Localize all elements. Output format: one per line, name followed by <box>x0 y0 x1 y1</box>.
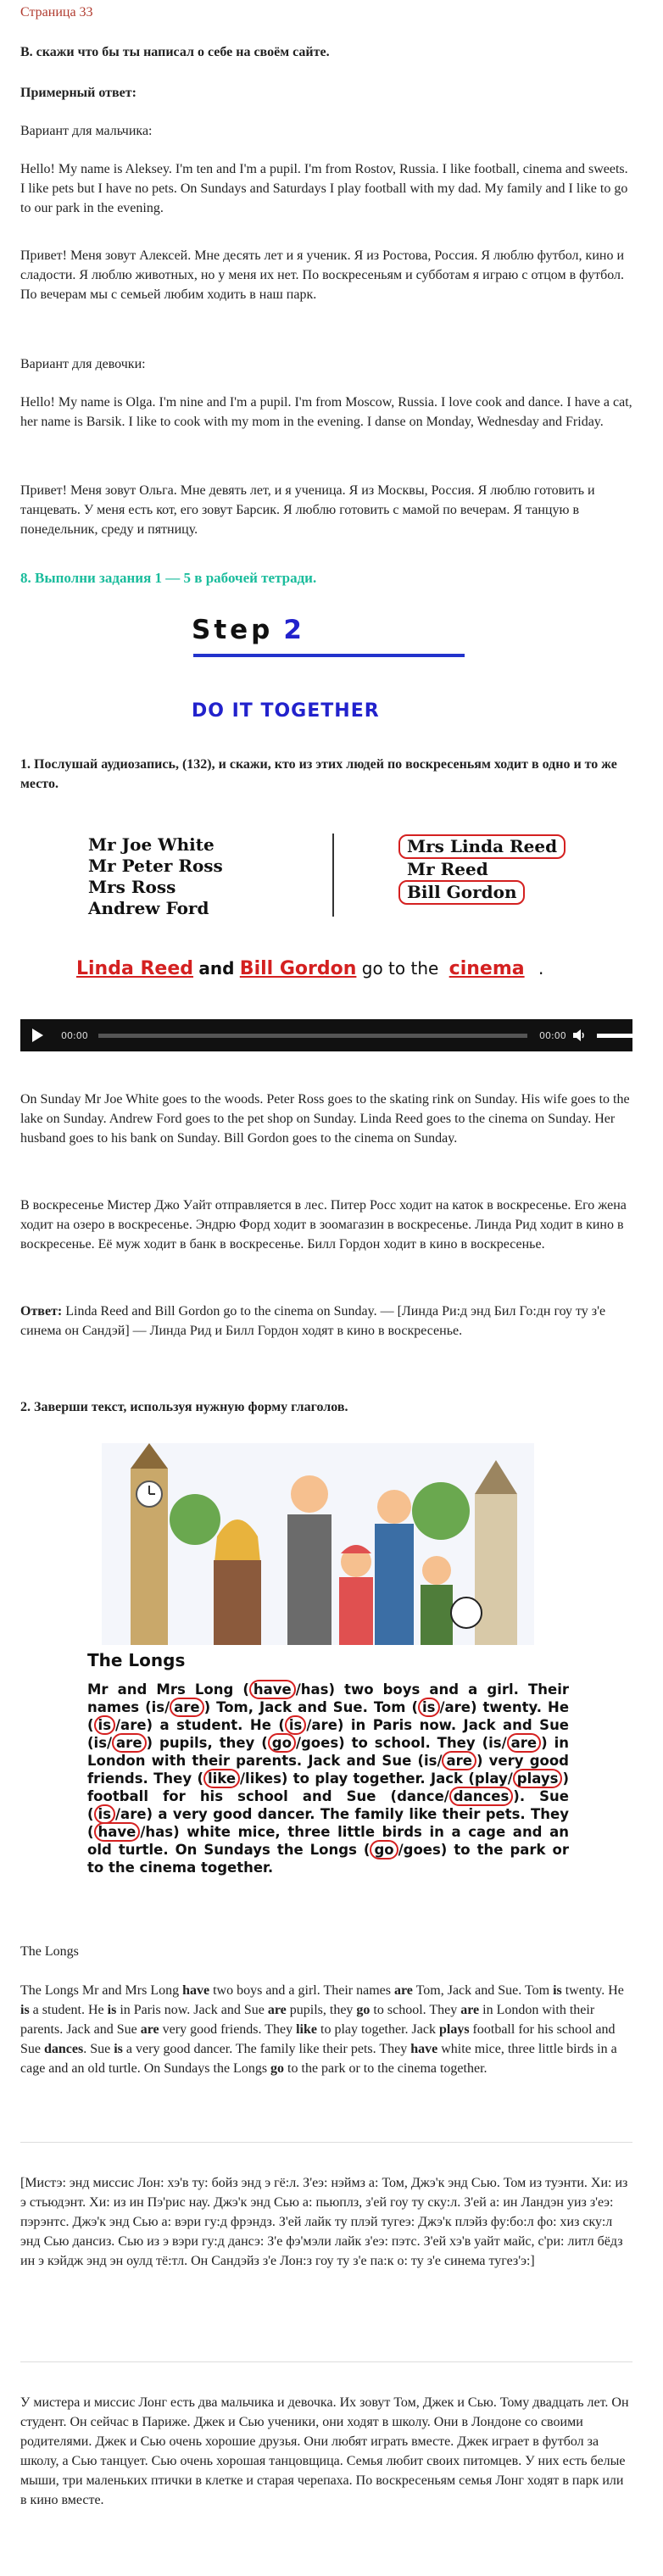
answer-sentence: Linda Reed and Bill Gordon go to the cinema . <box>76 958 544 979</box>
task-8-heading: 8. Выполни задания 1 — 5 в рабочей тетради. <box>20 570 317 586</box>
answer-name-1: Linda Reed <box>76 958 194 979</box>
current-time: 00:00 <box>61 1030 88 1041</box>
task-1-text-ru: В воскресенье Мистер Джо Уайт отправляется в лес. Питер Росс ходит на каток в воскресенье. Его жена ходит на озеро в воскресенье. Эндрю Форд ходит в зоомагазин в воскресенье. Линда Рид ходит в кино в воскресенье. Её муж ходит в банк в воскресенье. Билл Гордон ходит в кино в воскресенье. <box>20 1198 627 1252</box>
name-item: Andrew Ford <box>88 898 209 918</box>
answer-name-2: Bill Gordon <box>239 958 357 979</box>
boy-text-ru: Привет! Меня зовут Алексей. Мне десять лет и я ученик. Я из Ростова, Россия. Я люблю футбол, кино и сладости. Я люблю животных, но у меня их нет. По воскресеньям и субботам я играю с отцом в футбол. По вечерам мы с семьей любим ходить в наш парк. <box>20 248 625 302</box>
divider <box>20 2142 632 2143</box>
exercise-text: Mr and Mrs Long ( have /has) two boys and a girl. Their names (is/ are ) Tom, Jack and Sue. Tom ( is /are) twenty. He ( is /are) a student. He ( is /are) in Paris now. Jack and Sue (is/ are ) pupils, they ( go /goes) to school. They (is/ are ) in London with their parents. Jack and Sue (is/ are ) very good friends. They ( like /likes) to play together. Jack (play/ plays ) football for his school and Sue (dance/ dances ). Sue ( is /are) a very good dancer. The family like their pets. They ( have /has) white mice, three little birds in a cage and an old turtle. On Sundays the Longs ( go /goes) to the park or to the cinema together. <box>87 1681 570 1876</box>
boy-label: Вариант для мальчика: <box>20 124 153 138</box>
name-item: Mrs Ross <box>88 877 176 897</box>
boy-text-en: Hello! My name is Aleksey. I'm ten and I'm a pupil. I'm from Rostov, Russia. I like football, cinema and sweets. I like pets but I have no pets. On Sundays and Saturdays I play football with my dad. My family and I like to go to our park in the evening. <box>20 162 628 215</box>
transcription: [Мистэ: энд миссис Лон: хэ'в ту: бойз энд э гё:л. З'еэ: нэймз а: Том, Джэ'к энд Сью. Том из туэнти. Хи: из э стьюдэнт. Хи: из ин Пэ'рис нау. Джэ'к энд Сью а: пьюплз, з'ей гоу ту ску:л. З'ей а: ин Ландэн уиз з'еэ: пэрэнтс. Джэ'к энд Сью а: вэри гу:д фрэндз. З'ей лайк ту плэй тугеэ: Джэ'к плэйз фу:бо:л фо: хиз ску:л энд Сью дансиз. Сью из э вэри гу:д дансэ: З'е фэ'мэли лайк з'еэ: пэтс. З'ей хэ'в уайт майс, с'ри: литл бёдз ин э кэйдж энд эн оулд тё:тл. Он Сандэйз з'е Лон:з гоу ту з'е па:к о: ту з'е синема тугез'э:] <box>20 2176 628 2268</box>
translation: У мистера и миссис Лонг есть два мальчика и девочка. Их зовут Том, Джек и Сью. Тому двадцать лет. Он студент. Он сейчас в Париже. Джек и Сью ученики, они ходят в школу. Они в Лондоне со своими родителями. Джек и Сью очень хорошие друзья. Они любят играть вместе. Джек играет в футбол за школу, а Сью танцует. Сью очень хорошая танцовщица. Семья любит своих питомцев. У них есть белые мыши, три маленьких птички в клетке и старая черепаха. По воскресеньям семья Лонг ходят в парк или в кино вместе. <box>20 2395 629 2507</box>
page-number: Страница 33 <box>20 5 93 20</box>
duration: 00:00 <box>539 1030 566 1041</box>
progress-bar[interactable] <box>98 1034 527 1038</box>
left-names-list <box>88 834 223 919</box>
task-1-heading: 1. Послушай аудиозапись, (132), и скажи, кто из этих людей по воскресеньям ходит в одно и то же место. <box>20 757 617 791</box>
step-number: 2 <box>283 615 305 645</box>
name-item: Mr Peter Ross <box>88 856 223 876</box>
girl-text-en: Hello! My name is Olga. I'm nine and I'm a pupil. I'm from Moscow, Russia. I love cook and dance. I have a cat, her name is Barsik. I like to cook with my mom in the evening. I danse on Monday, Wednesday and Friday. <box>20 395 632 429</box>
divider <box>20 2361 632 2362</box>
answer-place: cinema <box>448 958 525 979</box>
divider-line <box>332 834 334 917</box>
task-b-heading: В. скажи что бы ты написал о себе на своём сайте. <box>20 45 330 59</box>
audio-player <box>20 1019 632 1051</box>
step-underline <box>193 654 465 657</box>
circled-name: Mrs Linda Reed <box>398 834 566 859</box>
volume-slider[interactable] <box>597 1034 639 1038</box>
do-it-together-heading: DO IT TOGETHER <box>192 700 380 722</box>
right-names-list <box>398 834 566 905</box>
plain-title: The Longs <box>20 1944 79 1959</box>
family-illustration <box>102 1443 534 1645</box>
name-item: Mr Joe White <box>88 834 214 855</box>
step-heading: Step 2 <box>192 615 305 645</box>
play-icon[interactable] <box>32 1029 43 1042</box>
volume-icon[interactable] <box>573 1029 585 1042</box>
girl-label: Вариант для девочки: <box>20 357 146 371</box>
name-item: Mr Reed <box>407 859 488 879</box>
completed-text: The Longs Mr and Mrs Long have two boys and a girl. Their names are Tom, Jack and Sue. Tom is twenty. He is a student. He is in Paris now. Jack and Sue are pupils, they go to school. They are in London with their parents. Jack and Sue are very good friends. They like to play together. Jack plays football for his school and Sue dances. Sue is a very good dancer. The family like their pets. They have white mice, three little birds in a cage and an old turtle. On Sundays the Longs go to the park or to the cinema together. <box>20 1983 624 2076</box>
task-1-answer: Ответ: Linda Reed and Bill Gordon go to the cinema on Sunday. — [Линда Ри:д энд Бил Го:дн гоу ту з'е синема он Сандэй] — Линда Рид и Билл Гордон ходят в кино в воскресенье. <box>20 1304 606 1338</box>
task-1-text-en: On Sunday Mr Joe White goes to the woods. Peter Ross goes to the skating rink on Sunday. His wife goes to the lake on Sunday. Andrew Ford goes to the pet shop on Sunday. Linda Reed goes to the cinema on Sunday. Her husband goes to his bank on Sunday. Bill Gordon goes to the cinema on Sunday. <box>20 1092 630 1146</box>
circled-name: Bill Gordon <box>398 880 525 905</box>
task-2-heading: 2. Заверши текст, используя нужную форму глаголов. <box>20 1400 348 1414</box>
picture-title: The Longs <box>87 1650 186 1670</box>
sample-label: Примерный ответ: <box>20 86 136 100</box>
girl-text-ru: Привет! Меня зовут Ольга. Мне девять лет, и я ученица. Я из Москвы, Россия. Я люблю готовить и танцевать. У меня есть кот, его зовут Барсик. Я люблю готовить с мамой по вечерам. Я танцую в понедельник, среду и пятницу. <box>20 483 595 537</box>
